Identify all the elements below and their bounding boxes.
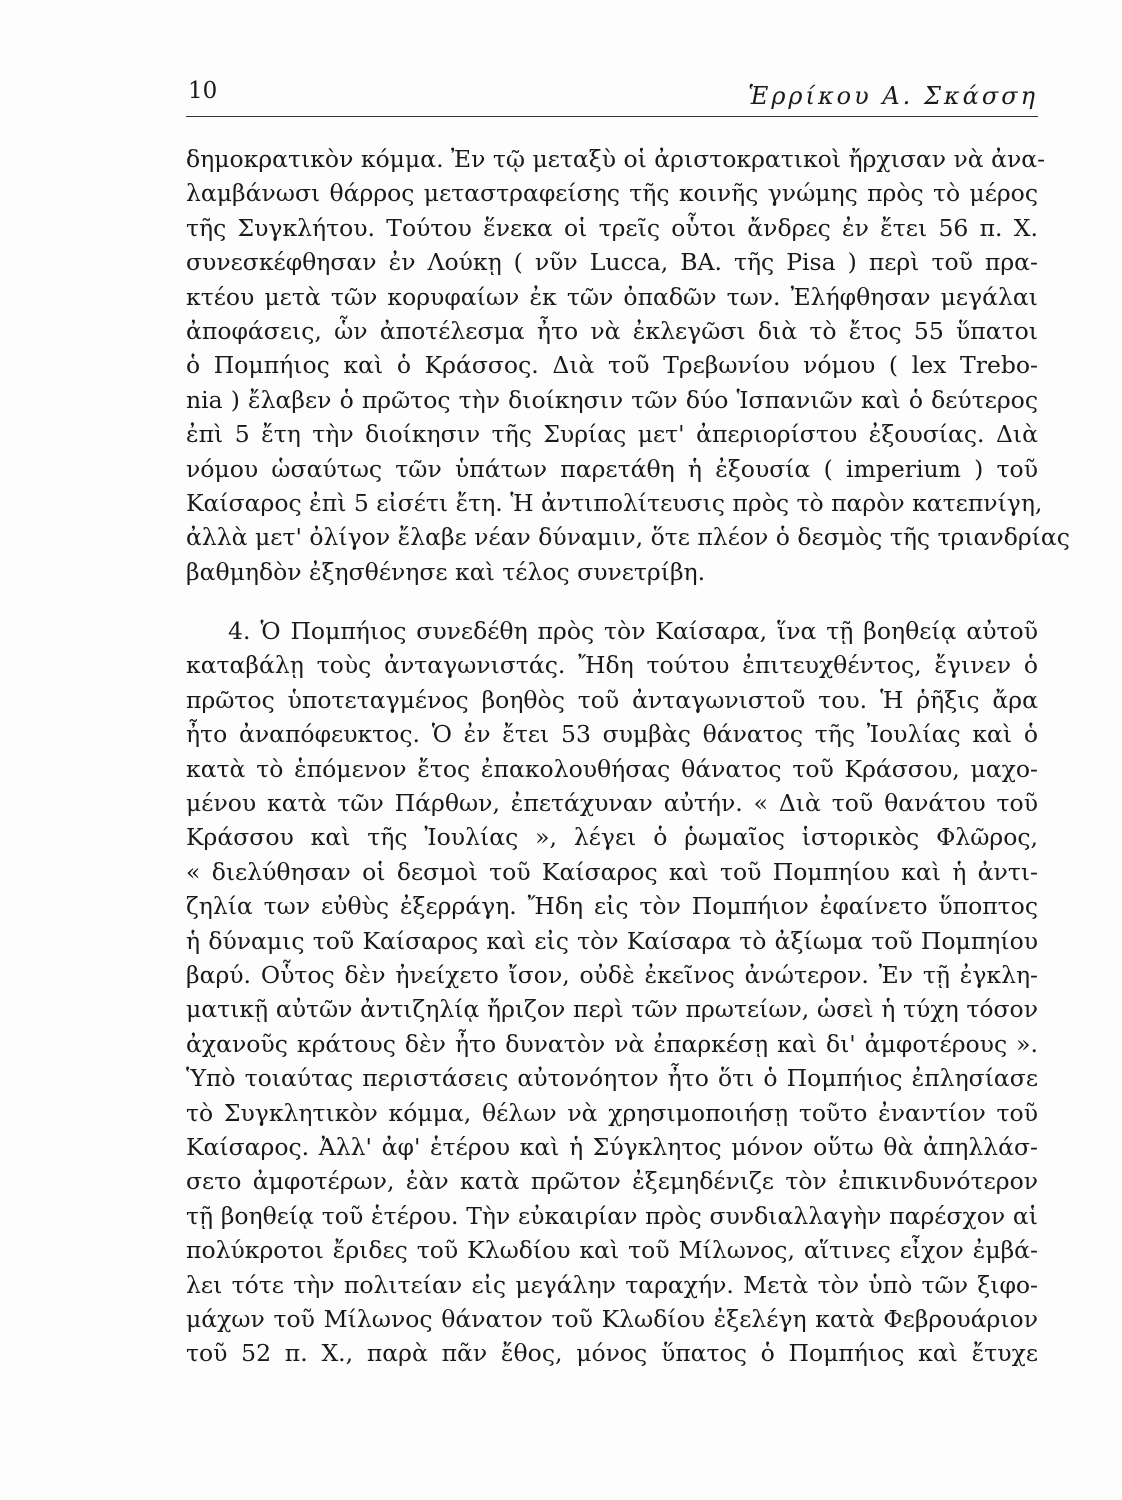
text-line: βαρύ. Οὗτος δὲν ἠνείχετο ἴσον, οὐδὲ ἐκεῖνος ἀνώτερον. Ἐν τῇ ἐγκλη- xyxy=(186,960,1038,989)
paragraph-2 xyxy=(186,614,1038,1371)
text-line: ἀλλὰ μετ' ὀλίγον ἔλαβε νέαν δύναμιν, ὅτε πλέον ὁ δεσμὸς τῆς τριανδρίας xyxy=(186,523,1070,552)
text-line: ἐπὶ 5 ἔτη τὴν διοίκησιν τῆς Συρίας μετ' ἀπεριορίστου ἐξουσίας. Διὰ xyxy=(186,420,1038,449)
body-text xyxy=(186,142,1070,1371)
text-line: Καίσαρος. Ἀλλ' ἀφ' ἑτέρου καὶ ἡ Σύγκλητος μόνον οὕτω θὰ ἀπηλλάσ- xyxy=(186,1132,1038,1161)
text-line: ἀποφάσεις, ὧν ἀποτέλεσμα ἦτο νὰ ἐκλεγῶσι διὰ τὸ ἔτος 55 ὕπατοι xyxy=(186,316,1038,345)
text-line: πρῶτος ὑποτεταγμένος βοηθὸς τοῦ ἀνταγωνιστοῦ του. Ἡ ῥῆξις ἄρα xyxy=(186,685,1038,714)
text-line: τοῦ 52 π. Χ., παρὰ πᾶν ἔθος, μόνος ὕπατος ὁ Πομπήιος καὶ ἔτυχε xyxy=(186,1339,1038,1368)
paragraph-gap xyxy=(186,589,1038,614)
text-line: λει τότε τὴν πολιτείαν εἰς μεγάλην ταραχήν. Μετὰ τὸν ὑπὸ τῶν ξιφο- xyxy=(186,1270,1038,1299)
text-line: σετο ἀμφοτέρων, ἐὰν κατὰ πρῶτον ἐξεμηδένιζε τὸν ἐπικινδυνότερον xyxy=(186,1167,1038,1196)
text-line: nia ) ἔλαβεν ὁ πρῶτος τὴν διοίκησιν τῶν δύο Ἱσπανιῶν καὶ ὁ δεύτερος xyxy=(186,385,1038,414)
text-line: συνεσκέφθησαν ἐν Λούκῃ ( νῦν Lucca, ΒΑ. τῆς Pisa ) περὶ τοῦ πρα- xyxy=(186,248,1038,277)
text-line: Καίσαρος ἐπὶ 5 εἰσέτι ἔτη. Ἡ ἀντιπολίτευσις πρὸς τὸ παρὸν κατεπνίγη, xyxy=(186,488,1043,517)
text-line: Κράσσου καὶ τῆς Ἰουλίας », λέγει ὁ ῥωμαῖος ἱστορικὸς Φλῶρος, xyxy=(186,823,1038,852)
text-line: τῆς Συγκλήτου. Τούτου ἕνεκα οἱ τρεῖς οὗτοι ἄνδρες ἐν ἔτει 56 π. Χ. xyxy=(186,213,1038,242)
running-head: Ἑρρίκου Α. Σκάσση xyxy=(748,82,1038,110)
text-line: ἀχανοῦς κράτους δὲν ἦτο δυνατὸν νὰ ἐπαρκέσῃ καὶ δι' ἀμφοτέρους ». xyxy=(186,1029,1038,1058)
page-header xyxy=(186,76,1038,117)
text-line: πολύκροτοι ἔριδες τοῦ Κλωδίου καὶ τοῦ Μίλωνος, αἵτινες εἶχον ἐμβά- xyxy=(186,1236,1038,1265)
text-line: λαμβάνωσι θάρρος μεταστραφείσης τῆς κοινῆς γνώμης πρὸς τὸ μέρος xyxy=(186,179,1038,208)
text-line: ὁ Πομπήιος καὶ ὁ Κράσσος. Διὰ τοῦ Τρεβωνίου νόμου ( lex Trebo- xyxy=(186,351,1038,380)
text-line: κτέου μετὰ τῶν κορυφαίων ἐκ τῶν ὀπαδῶν των. Ἐλήφθησαν μεγάλαι xyxy=(186,282,1038,311)
text-line: Ὑπὸ τοιαύτας περιστάσεις αὐτονόητον ἦτο ὅτι ὁ Πομπήιος ἐπλησίασε xyxy=(186,1064,1038,1093)
text-line: τὸ Συγκλητικὸν κόμμα, θέλων νὰ χρησιμοποιήσῃ τοῦτο ἐναντίον τοῦ xyxy=(186,1098,1038,1127)
text-line: βαθμηδὸν ἐξησθένησε καὶ τέλος συνετρίβη. xyxy=(186,557,706,586)
text-line: ἡ δύναμις τοῦ Καίσαρος καὶ εἰς τὸν Καίσαρα τὸ ἀξίωμα τοῦ Πομπηίου xyxy=(186,926,1038,955)
text-line: ματικῇ αὐτῶν ἀντιζηλίᾳ ἤριζον περὶ τῶν πρωτείων, ὡσεὶ ἡ τύχη τόσον xyxy=(186,995,1038,1024)
paragraph-1 xyxy=(186,142,1070,589)
text-line: δημοκρατικὸν κόμμα. Ἐν τῷ μεταξὺ οἱ ἀριστοκρατικοὶ ἤρχισαν νὰ ἀνα- xyxy=(186,145,1046,173)
text-line: κατὰ τὸ ἑπόμενον ἔτος ἐπακολουθήσας θάνατος τοῦ Κράσσου, μαχο- xyxy=(186,754,1038,783)
text-line: μένου κατὰ τῶν Πάρθων, ἐπετάχυναν αὐτήν. « Διὰ τοῦ θανάτου τοῦ xyxy=(186,789,1038,818)
text-line: τῇ βοηθείᾳ τοῦ ἑτέρου. Τὴν εὐκαιρίαν πρὸς συνδιαλλαγὴν παρέσχον αἱ xyxy=(186,1201,1038,1230)
text-line: « διελύθησαν οἱ δεσμοὶ τοῦ Καίσαρος καὶ τοῦ Πομπηίου καὶ ἡ ἀντι- xyxy=(186,857,1038,886)
text-line: 4. Ὁ Πομπήιος συνεδέθη πρὸς τὸν Καίσαρα, ἵνα τῇ βοηθείᾳ αὐτοῦ xyxy=(228,617,1038,646)
text-line: ζηλία των εὐθὺς ἐξερράγη. Ἤδη εἰς τὸν Πομπήιον ἐφαίνετο ὕποπτος xyxy=(186,892,1038,921)
text-line: μάχων τοῦ Μίλωνος θάνατον τοῦ Κλωδίου ἐξελέγη κατὰ Φεβρουάριον xyxy=(186,1304,1038,1333)
text-line: καταβάλῃ τοὺς ἀνταγωνιστάς. Ἤδη τούτου ἐπιτευχθέντος, ἔγινεν ὁ xyxy=(186,651,1038,680)
page-number: 10 xyxy=(188,78,218,104)
text-line: νόμου ὡσαύτως τῶν ὑπάτων παρετάθη ἡ ἐξουσία ( imperium ) τοῦ xyxy=(186,454,1038,483)
text-line: ἦτο ἀναπόφευκτος. Ὁ ἐν ἔτει 53 συμβὰς θάνατος τῆς Ἰουλίας καὶ ὁ xyxy=(186,720,1038,749)
